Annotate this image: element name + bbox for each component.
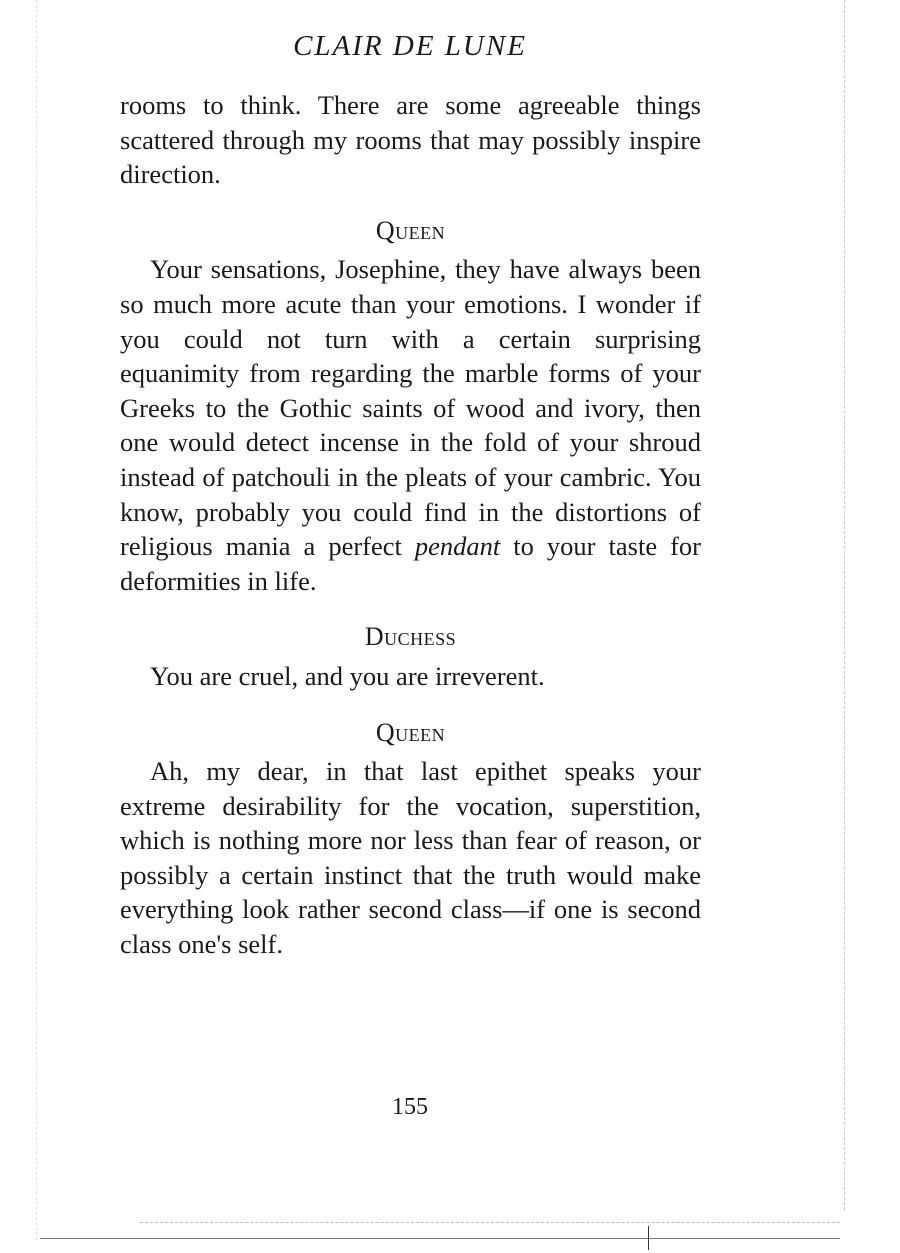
speaker-name: Queen [375,215,446,245]
italic-word: pendant [414,531,501,562]
dialogue-paragraph: rooms to think. There are some agreeable things scattered through my rooms that may possibly inspire direction. [120,90,701,190]
scan-edge-left [36,0,37,1240]
scan-edge-right [844,0,845,1210]
dialogue-paragraph [120,252,701,598]
scan-tick-mark [648,1226,649,1250]
dialogue-paragraph: Ah, my dear, in that last epithet speaks your extreme desirability for the vocation, superstition, which is nothing more nor less than fear of reason, or possibly a certain instinct that the truth would make everything look rather second class—if one is second class one's self. [120,756,701,960]
scan-edge-bottom-dashed [140,1222,840,1223]
scan-edge-bottom [40,1238,840,1239]
dialogue-paragraph: You are cruel, and you are irreverent. [150,660,545,691]
page-text-body [120,88,701,962]
speaker-name: Queen [375,717,446,747]
paragraph-text: Your sensations, Josephine, they have always been so much more acute than your emotions. I wonder if you could not turn with a certain surprising equanimity from regarding the marble forms of your Greeks to the Gothic saints of wood and ivory, then one would detect incense in the fold of your shroud instead of patchouli in the pleats of your cambric. You know, probably you could find in the distortions of religious mania a perfect [120,254,701,562]
running-head: CLAIR DE LUNE [293,30,527,62]
paragraph-text: to your taste for deformities in life. [120,531,701,596]
page-number: 155 [392,1094,428,1120]
speaker-name: Duchess [364,622,457,652]
